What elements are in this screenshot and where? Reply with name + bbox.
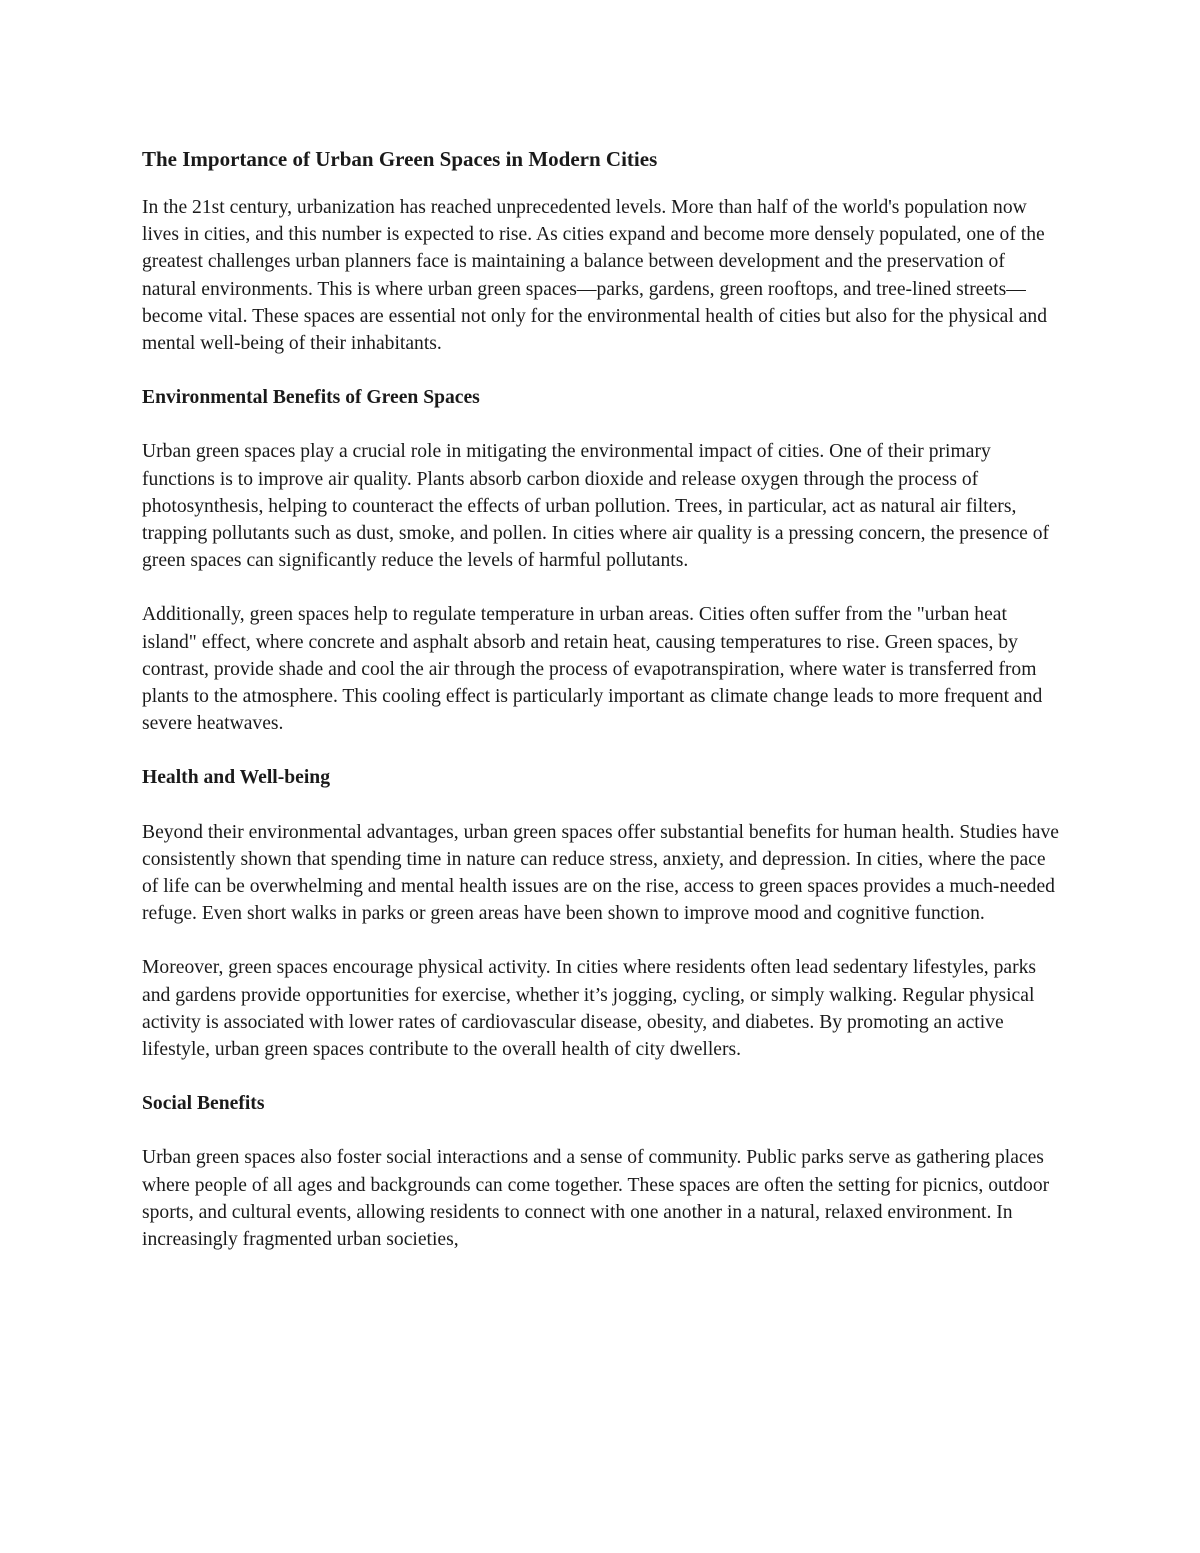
intro-paragraph: In the 21st century, urbanization has reached unprecedented levels. More than half of the world's population now lives in cities, and this number is expected to rise. As cities expand and become more densely populated, one of the greatest challenges urban planners face is maintaining a balance between development and the preservation of natural environments. This is where urban green spaces—parks, gardens, green rooftops, and tree-lined streets—become vital. These spaces are essential not only for the environmental health of cities but also for the physical and mental well-being of their inhabitants.: [142, 197, 1048, 355]
section-heading-environmental: Environmental Benefits of Green Spaces: [142, 387, 480, 409]
spacer: [142, 357, 1062, 384]
spacer: [142, 792, 1062, 819]
spacer: [142, 927, 1062, 954]
section-heading-social: Social Benefits: [142, 1093, 265, 1115]
spacer: [142, 1117, 1062, 1144]
health-paragraph-1: Beyond their environmental advantages, urban green spaces offer substantial benefits for human health. Studies have consistently shown that spending time in nature can reduce stress, anxiety, and depression. In cities, where the pace of life can be overwhelming and mental health issues are on the rise, access to green spaces provides a much-needed refuge. Even short walks in parks or green areas have been shown to improve mood and cognitive function.: [142, 821, 1059, 925]
section-heading-health: Health and Well-being: [142, 767, 330, 789]
environmental-paragraph-2: Additionally, green spaces help to regulate temperature in urban areas. Cities often suffer from the "urban heat island" effect, where concrete and asphalt absorb and retain heat, causing temperatures to rise. Green spaces, by contrast, provide shade and cool the air through the process of evapotranspiration, where water is transferred from plants to the atmosphere. This cooling effect is particularly important as climate change leads to more frequent and severe heatwaves.: [142, 604, 1043, 735]
spacer: [142, 737, 1062, 764]
spacer: [142, 180, 1062, 194]
spacer: [142, 411, 1062, 438]
spacer: [142, 574, 1062, 601]
document-page: [142, 138, 1062, 1253]
spacer: [142, 1063, 1062, 1090]
environmental-paragraph-1: Urban green spaces play a crucial role in mitigating the environmental impact of cities. One of their primary functions is to improve air quality. Plants absorb carbon dioxide and release oxygen through the process of photosynthesis, helping to counteract the effects of urban pollution. Trees, in particular, act as natural air filters, trapping pollutants such as dust, smoke, and pollen. In cities where air quality is a pressing concern, the presence of green spaces can significantly reduce the levels of harmful pollutants.: [142, 441, 1050, 572]
health-paragraph-2: Moreover, green spaces encourage physical activity. In cities where residents often lead sedentary lifestyles, parks and gardens provide opportunities for exercise, whether it’s jogging, cycling, or simply walking. Regular physical activity is associated with lower rates of cardiovascular disease, obesity, and diabetes. By promoting an active lifestyle, urban green spaces contribute to the overall health of city dwellers.: [142, 957, 1037, 1061]
social-paragraph-1: Urban green spaces also foster social interactions and a sense of community. Public parks serve as gathering places where people of all ages and backgrounds can come together. These spaces are often the setting for picnics, outdoor sports, and cultural events, allowing residents to connect with one another in a natural, relaxed environment. In increasingly fragmented urban societies,: [142, 1147, 1050, 1251]
document-title: The Importance of Urban Green Spaces in Modern Cities: [142, 147, 658, 171]
